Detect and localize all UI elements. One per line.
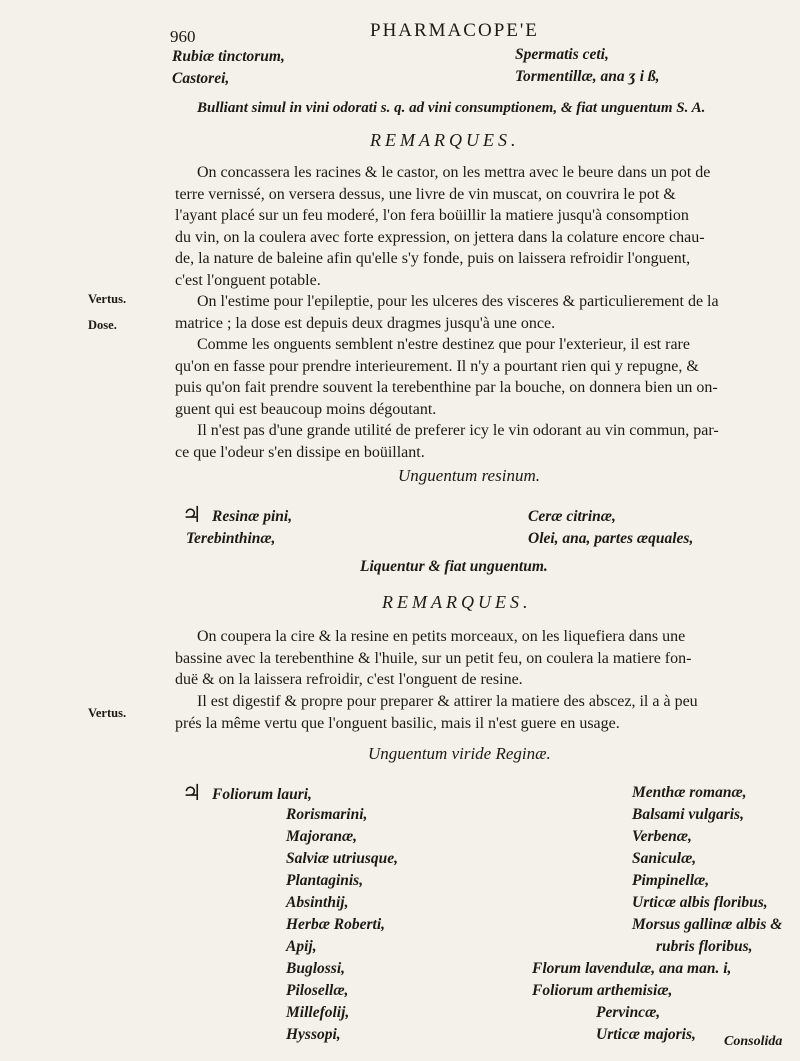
ingredient-right-2: Tormentillæ, ana ʒ i ß, — [515, 68, 660, 85]
ingredient-item: Pervincæ, — [596, 1004, 661, 1021]
ingredient-item: Urticæ albis floribus, — [632, 894, 768, 911]
text-line: puis qu'on fait prendre souvent la terebenthine par la bouche, on donnera bien un on- — [175, 379, 718, 396]
text-line: bassine avec la terebenthine & l'huile, sur un petit feu, on coulera la matiere fon- — [175, 649, 692, 667]
paragraph — [175, 626, 775, 691]
ingredient-item: Menthæ romanæ, — [632, 784, 747, 801]
text-line: du vin, on la coulera avec forte expression, on jettera dans la colature encore chau- — [175, 228, 705, 246]
ingredient-item: Absinthij, — [286, 894, 349, 911]
ingredient-item: Urticæ majoris, — [596, 1026, 696, 1043]
text-line: de, la nature de baleine afin qu'elle s'y fonde, puis on laissera refroidir l'onguent, — [175, 250, 691, 267]
ingredient-item: Millefolij, — [286, 1004, 350, 1021]
page-number: 960 — [170, 27, 196, 46]
recipe-title: Unguentum resinum. — [398, 466, 540, 485]
ingredient-item: Majoranæ, — [286, 828, 358, 845]
recipe-title: Unguentum viride Reginæ. — [368, 744, 551, 763]
paragraph — [175, 334, 775, 420]
ingredient-item: Pilosellæ, — [286, 982, 349, 999]
text-line: On l'estime pour l'epileptie, pour les ulceres des visceres & particulierement de la — [197, 293, 719, 310]
ingredient-item: Plantaginis, — [286, 872, 364, 889]
ingredient-item: Hyssopi, — [286, 1026, 341, 1043]
paragraph — [175, 691, 775, 734]
ingredient-item: Apij, — [286, 938, 317, 955]
text-line: l'ayant placé sur un feu moderé, l'on fera boüillir la matiere jusqu'à consomption — [175, 207, 689, 224]
margin-note-vertus: Vertus. — [88, 706, 127, 720]
catchword: Consolida — [724, 1034, 783, 1049]
ingredient-item: Resinæ pini, — [212, 508, 293, 525]
text-line: Il n'est pas d'une grande utilité de preferer icy le vin odorant au vin commun, par- — [197, 422, 719, 439]
margin-note-dose: Dose. — [88, 318, 117, 332]
text-line: ce que l'odeur s'en dissipe en boüillant. — [175, 443, 425, 461]
recipe-instruction: Liquentur & fiat unguentum. — [360, 558, 548, 575]
ingredient-left-2: Castorei, — [172, 70, 230, 87]
margin-note-vertus: Vertus. — [88, 292, 127, 306]
text-line: On concassera les racines & le castor, on les mettra avec le beure dans un pot de — [197, 164, 711, 181]
ingredient-item: Herbæ Roberti, — [286, 916, 386, 933]
text-line: Comme les onguents semblent n'estre destinez que pour l'exterieur, il est rare — [197, 336, 690, 353]
ingredient-item: Rorismarini, — [286, 806, 368, 823]
ingredient-right-1: Spermatis ceti, — [515, 46, 609, 63]
paragraph — [175, 291, 775, 334]
recipe-symbol: ♃ — [182, 502, 202, 527]
text-line: guent qui est beaucoup moins dégoutant. — [175, 400, 437, 418]
ingredient-item: Morsus gallinæ albis & — [632, 916, 783, 933]
ingredient-item: Foliorum arthemisiæ, — [532, 982, 673, 999]
ingredient-left-1: Rubiæ tinctorum, — [172, 48, 285, 65]
text-line: duë & on la laissera refroidir, c'est l'onguent de resine. — [175, 671, 523, 688]
text-line: matrice ; la dose est depuis deux dragmes jusqu'à une once. — [175, 314, 556, 332]
text-line: Il est digestif & propre pour preparer & attirer la matiere des abscez, il a à peu — [197, 693, 698, 710]
paragraph — [175, 420, 775, 463]
ingredient-item: Verbenæ, — [632, 828, 692, 845]
ingredient-item: Balsami vulgaris, — [632, 806, 744, 823]
ingredient-item: Ceræ citrinæ, — [528, 508, 616, 525]
ingredient-item: Foliorum lauri, — [212, 786, 312, 803]
ingredient-item: Florum lavendulæ, ana man. i, — [532, 960, 732, 977]
ingredient-item: Saniculæ, — [632, 850, 697, 867]
text-line: On coupera la cire & la resine en petits morceaux, on les liquefiera dans une — [197, 628, 686, 645]
ingredient-item: rubris floribus, — [656, 938, 753, 955]
ingredient-item: Terebinthinæ, — [186, 530, 276, 547]
instruction-bulliant: Bulliant simul in vini odorati s. q. ad vini consumptionem, & fiat unguentum S. A. — [197, 100, 706, 116]
running-head: PHARMACOPE'E — [370, 20, 539, 41]
text-line: prés la même vertu que l'onguent basilic, mais il n'est guere en usage. — [175, 714, 620, 732]
ingredient-item: Buglossi, — [286, 960, 346, 977]
text-line: c'est l'onguent potable. — [175, 271, 321, 289]
paragraph — [175, 162, 775, 291]
ingredient-item: Olei, ana, partes æquales, — [528, 530, 694, 547]
text-line: qu'on en fasse pour prendre interieurement. Il n'y a pourtant rien qui y repugne, & — [175, 357, 699, 375]
recipe-symbol: ♃ — [182, 780, 202, 805]
text-line: terre vernissé, on versera dessus, une livre de vin muscat, on couvrira le pot & — [175, 185, 676, 203]
section-heading-remarques: REMARQUES. — [370, 130, 520, 150]
section-heading-remarques: REMARQUES. — [382, 592, 532, 612]
ingredient-item: Salviæ utriusque, — [286, 850, 398, 867]
ingredient-item: Pimpinellæ, — [632, 872, 710, 889]
